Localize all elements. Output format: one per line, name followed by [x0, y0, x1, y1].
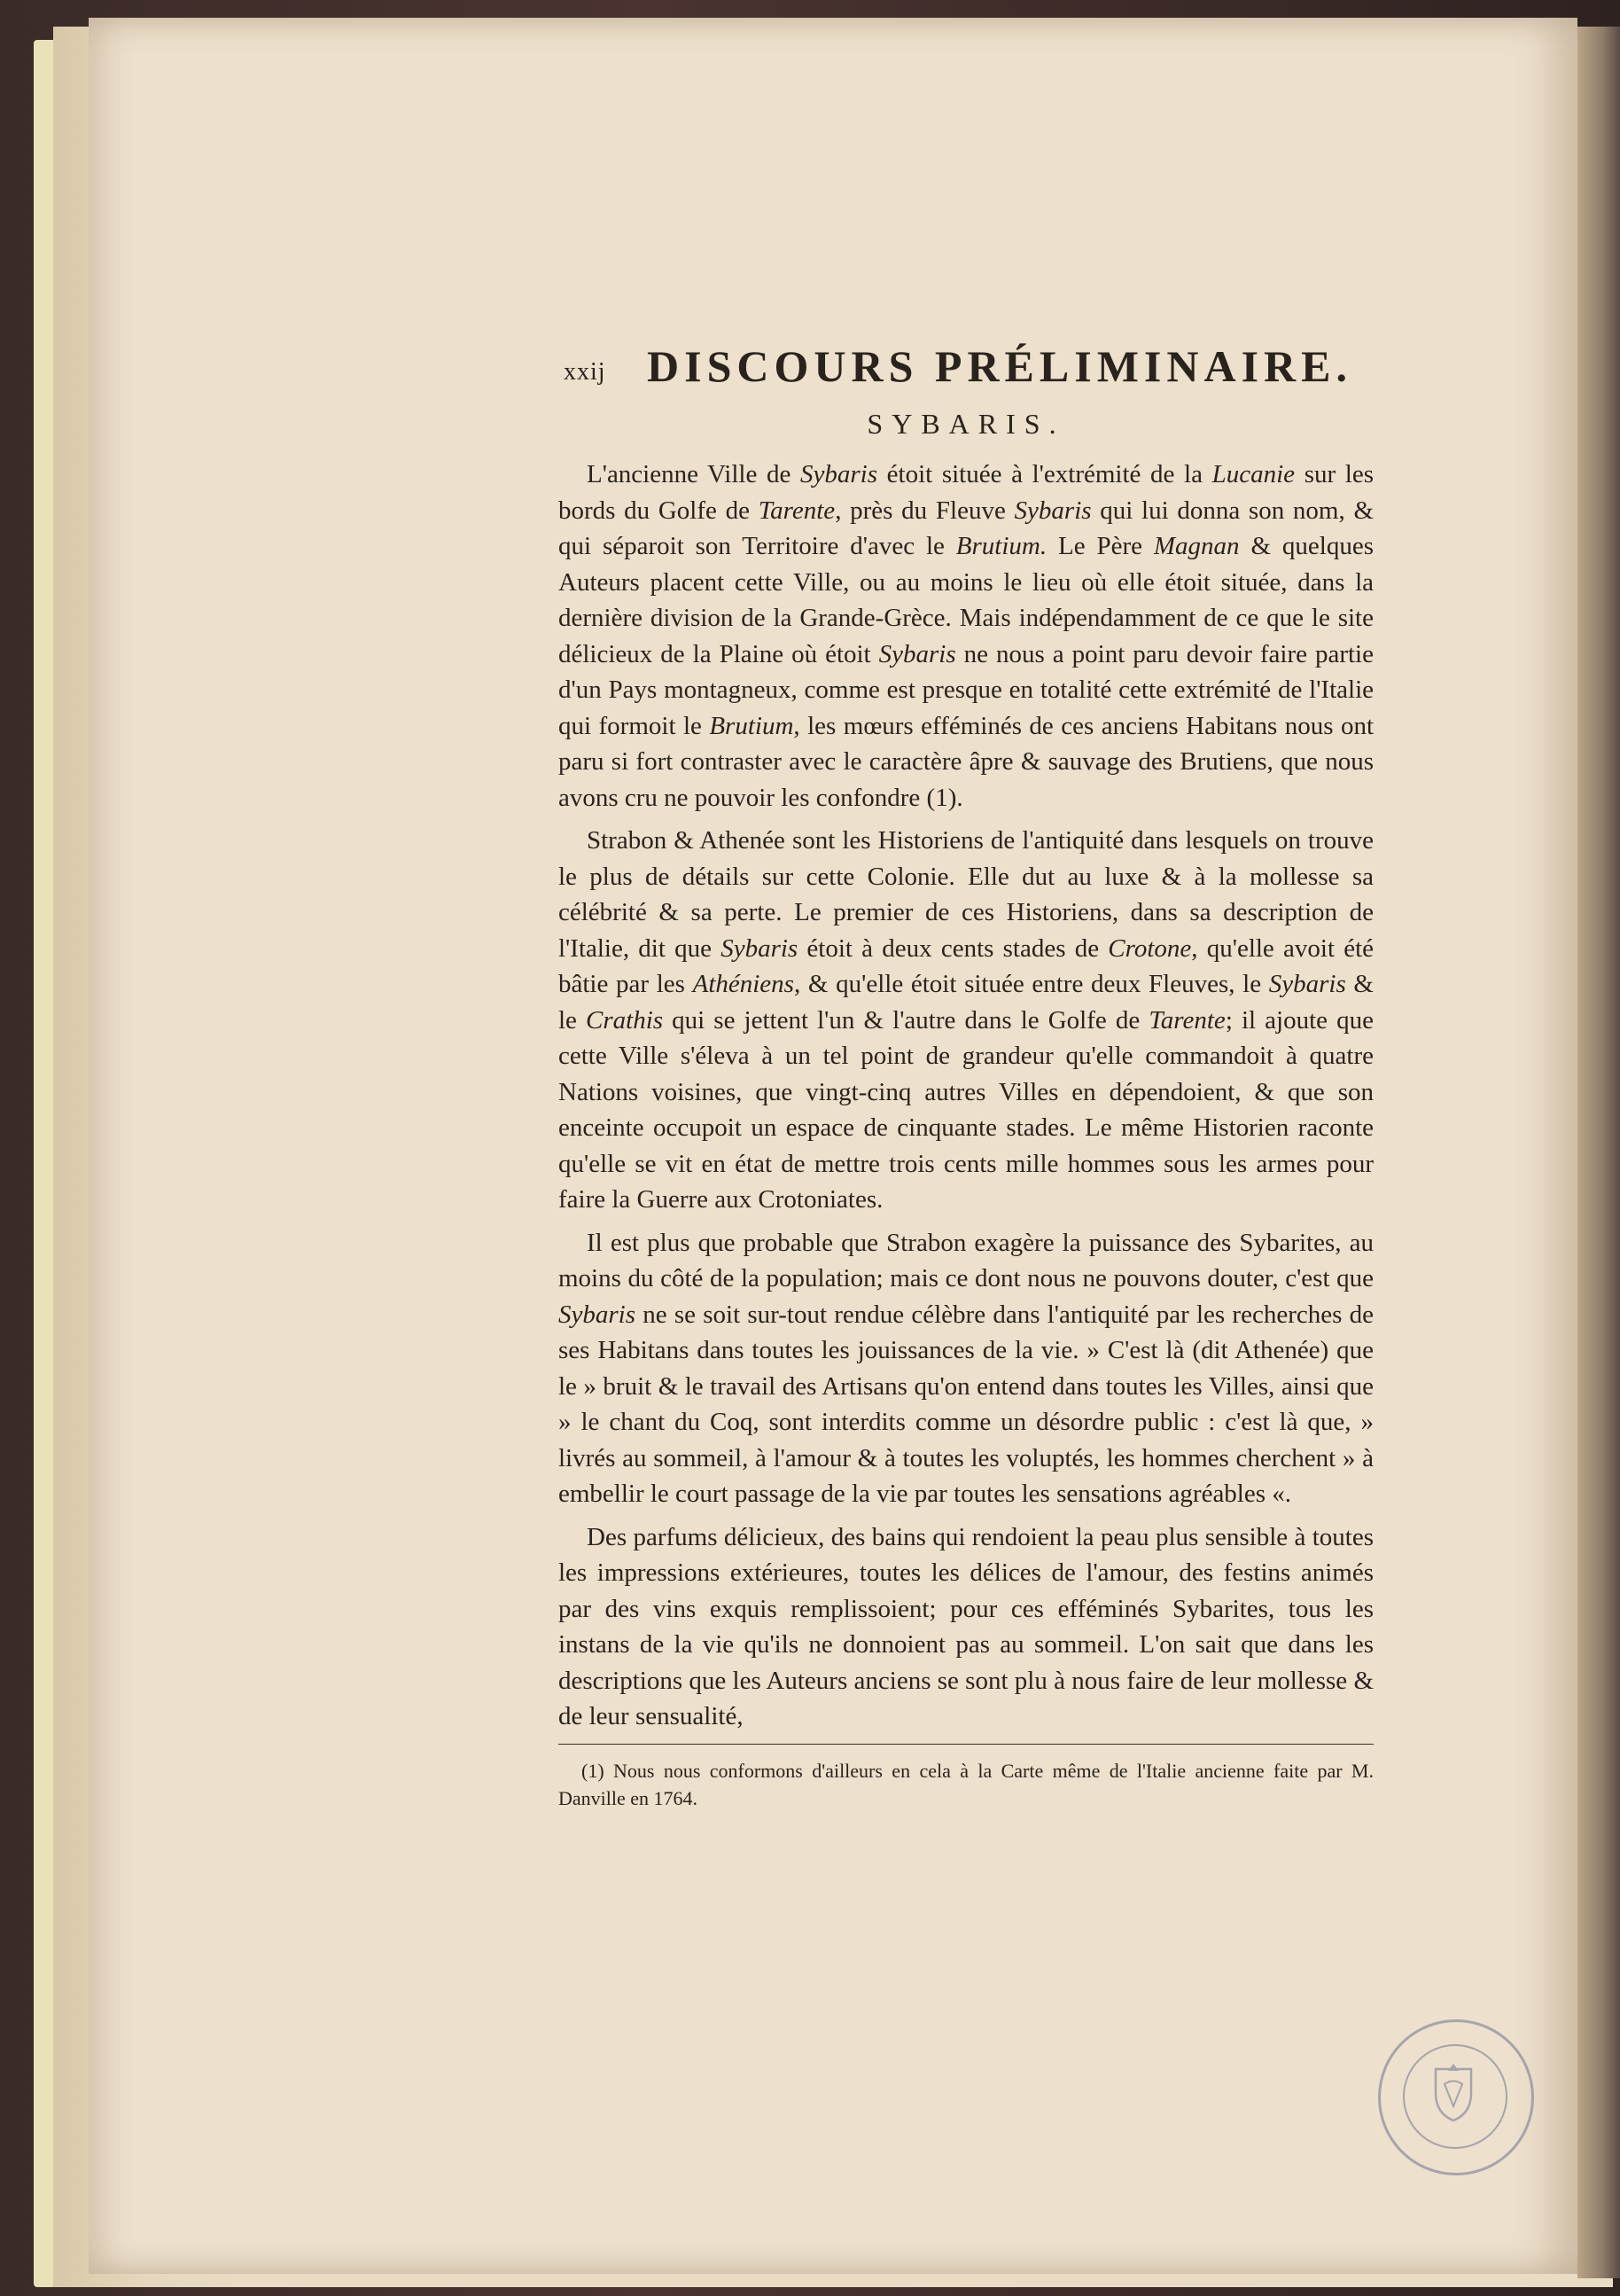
italic-run: Sybaris	[1268, 970, 1346, 998]
paragraph	[558, 457, 1374, 816]
italic-run: Lucanie	[1211, 460, 1296, 488]
text-run: , les mœurs efféminés de ces anciens Habitans nous ont paru si fort contraster avec le caractère âpre & sauvage des Brutiens, que nous avons cru ne pouvoir les confondre (1).	[558, 711, 1374, 812]
italic-run: Crathis	[586, 1005, 664, 1035]
page-title: DISCOURS PRÉLIMINAIRE.	[647, 341, 1352, 391]
text-run: , près du Fleuve	[835, 496, 1015, 525]
italic-run: Sybaris	[720, 933, 798, 963]
text-run: Des parfums délicieux, des bains qui rendoient la peau plus sensible à toutes les impressions extérieures, toutes les délices de l'amour, des festins animés par des vins exquis remplissoient; pour ces efféminés Sybarites, tous les instans de la vie qu'ils ne donnoient pas au sommeil. L'on sait que dans les descriptions que les Auteurs anciens se sont plu à nous faire de leur mollesse & de leur sensualité,	[558, 1522, 1374, 1730]
text-run: , & qu'elle étoit située entre deux Fleuves, le	[793, 970, 1269, 998]
text-run: sur les bords du Golfe de	[558, 460, 1374, 525]
seal-crest-icon	[1427, 2062, 1480, 2124]
text-run: & quelques Auteurs placent cette Ville, ou au moins le lieu où elle étoit située, dans la dernière division de la Grande-Grèce. Mais indépendamment de ce que le site délicieux de la Plaine où étoit	[558, 532, 1374, 668]
italic-run: Crotone	[1108, 933, 1192, 963]
text-run: Le Père	[1047, 532, 1154, 560]
footnote: (1) Nous nous conformons d'ailleurs en cela à la Carte même de l'Italie ancienne faite par M. Danville en 1764.	[558, 1759, 1374, 1809]
text-run: ne nous a point paru devoir faire partie d'un Pays montagneux, comme est presque en totalité cette extrémité de l'Italie qui formoit le	[558, 639, 1374, 740]
italic-run: Tarente	[1149, 1005, 1226, 1035]
text-run: Strabon & Athenée sont les Historiens de l'antiquité dans lesquels on trouve le plus de détails sur cette Colonie. Elle dut au luxe & à la mollesse sa célébrité & sa perte. Le premier de ces Historiens, dans sa description de l'Italie, dit que	[558, 826, 1374, 963]
italic-run: Brutium	[709, 711, 794, 740]
section-title: SYBARIS.	[867, 408, 1065, 440]
text-run: étoit située à l'extrémité de la	[877, 460, 1212, 488]
body-text	[558, 457, 1374, 1735]
italic-run: Tarente	[758, 496, 836, 525]
text-run: & le	[558, 970, 1374, 1035]
text-run: , qu'elle avoit été bâtie par les	[558, 933, 1375, 998]
paragraph	[558, 1519, 1374, 1735]
text-run: ; il ajoute que cette Ville s'éleva à un tel point de grandeur qu'elle commandoit à quatre Nations voisines, que vingt-cinq autres Villes en dépendoient, & que son enceinte occupoit un espace de cinquante stades. Le même Historien raconte qu'elle se vit en état de mettre trois cents mille hommes sous les armes pour faire la Guerre aux Crotoniates.	[558, 1005, 1374, 1214]
text-run: qui lui donna son nom, & qui séparoit son Territoire d'avec le	[558, 496, 1374, 560]
page-number: xxij	[564, 358, 606, 386]
text-run: Il est plus que probable que Strabon exagère la puissance des Sybarites, au moins du côté de la population; mais ce dont nous ne pouvons douter, c'est que	[558, 1228, 1374, 1292]
running-head	[558, 337, 1374, 399]
text-run: qui se jettent l'un & l'autre dans le Golfe de	[663, 1005, 1149, 1035]
text-run: ne se soit sur-tout rendue célèbre dans l'antiquité par les recherches de ses Habitans dans toutes les jouissances de la vie. » C'est là (dit Athenée) que le » bruit & le travail des Artisans qu'on entend dans toutes les Villes, ainsi que » le chant du Coq, sont interdits comme un désordre public : c'est là que, » livrés au sommeil, à l'amour & à toutes les voluptés, les hommes cherchent » à embellir le court passage de la vie par toutes les sensations agréables «.	[558, 1300, 1374, 1508]
paragraph	[558, 823, 1374, 1218]
text-run: L'ancienne Ville de	[587, 460, 800, 488]
italic-run: Athéniens	[692, 970, 794, 998]
paragraph	[558, 1225, 1374, 1512]
page-content	[558, 337, 1374, 1812]
italic-run: Brutium.	[955, 532, 1048, 560]
text-run: étoit à deux cents stades de	[798, 933, 1109, 963]
italic-run: Sybaris	[1014, 496, 1092, 525]
right-page-edge	[1577, 27, 1620, 2278]
italic-run: Sybaris	[878, 639, 956, 668]
italic-run: Magnan	[1153, 532, 1240, 560]
library-seal-icon	[1378, 2019, 1534, 2175]
italic-run: Sybaris	[800, 460, 877, 488]
footnote-rule	[558, 1744, 1374, 1745]
italic-run: Sybaris	[558, 1300, 635, 1329]
